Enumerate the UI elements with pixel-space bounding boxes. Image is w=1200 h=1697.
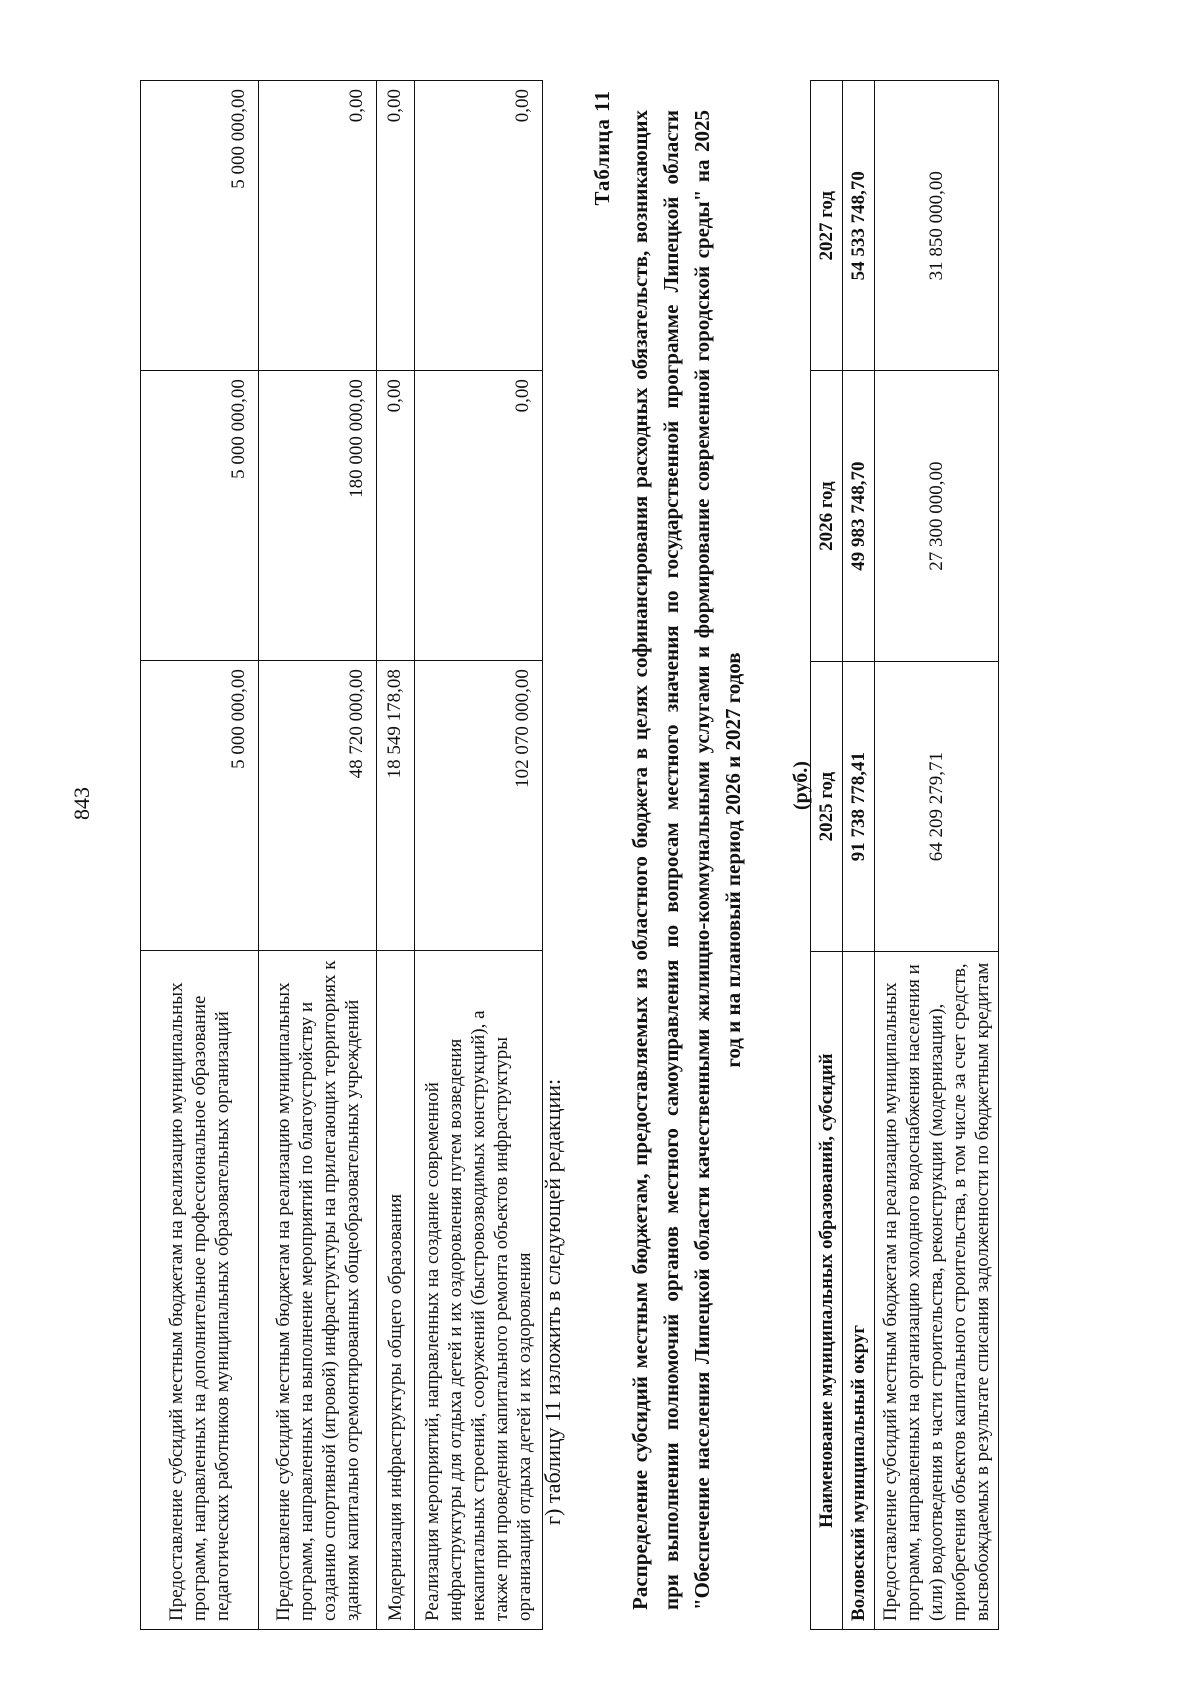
table-row xyxy=(377,81,415,1630)
rotated-sheet xyxy=(130,70,1090,1630)
value-2027: 0,00 xyxy=(259,81,377,371)
row-name: Модернизация инфраструктуры общего образования xyxy=(377,951,415,1630)
instruction-text: г) таблицу 11 изложить в следующей редакции: xyxy=(540,1078,565,1525)
value-2026: 27 300 000,00 xyxy=(875,371,999,661)
row-name: Предоставление субсидий местным бюджетам на реализацию муниципальных программ, направленных на дополнительное профессиональное образование педагогических работников муниципальных образовательных организаций xyxy=(141,951,259,1630)
value-2026: 0,00 xyxy=(377,371,415,661)
table-row xyxy=(843,81,875,1630)
table-11 xyxy=(810,80,999,1630)
row-name: Предоставление субсидий местным бюджетам на реализацию муниципальных программ, направленных на организацию холодного водоснабжения населения и (или) водоотведения в части строительства, реконструкции (модернизации), приобретения объектов капитального строительства, в том числе за счет средств, высвобождаемых в результате списания задолженности по бюджетным кредитам xyxy=(875,952,999,1630)
row-name: Воловский муниципальный округ xyxy=(843,952,875,1630)
previous-table xyxy=(140,80,543,1630)
value-2027: 5 000 000,00 xyxy=(141,81,259,371)
value-2027: 0,00 xyxy=(415,81,543,371)
table-row xyxy=(875,81,999,1630)
value-2025: 64 209 279,71 xyxy=(875,661,999,951)
table-title: Распределение субсидий местным бюджетам, предоставляемых из областного бюджета в целях софинансирования расходных обязательств, возникающих при выполнении полномочий органов местного самоуправления по вопросам местного значения по государственной программе Липецкой области "Обеспечение населения Липецкой области качественными жилищно-коммунальными услугами и формирование современной городской среды" на 2025 год и на плановый период 2026 и 2027 годов xyxy=(628,110,745,1610)
table-row xyxy=(141,81,259,1630)
units-label: (руб.) xyxy=(790,761,812,810)
value-2025: 5 000 000,00 xyxy=(141,661,259,951)
column-header: 2026 год xyxy=(811,371,843,661)
table-label: Таблица 11 xyxy=(590,90,614,206)
column-header: 2025 год xyxy=(811,661,843,951)
value-2027: 0,00 xyxy=(377,81,415,371)
value-2026: 5 000 000,00 xyxy=(141,371,259,661)
value-2025: 18 549 178,08 xyxy=(377,661,415,951)
value-2026: 0,00 xyxy=(415,371,543,661)
value-2025: 102 070 000,00 xyxy=(415,661,543,951)
value-2025: 91 738 778,41 xyxy=(843,661,875,951)
value-2026: 180 000 000,00 xyxy=(259,371,377,661)
table-header-row xyxy=(811,81,843,1630)
value-2026: 49 983 748,70 xyxy=(843,371,875,661)
page-number: 843 xyxy=(69,787,94,820)
value-2025: 48 720 000,00 xyxy=(259,661,377,951)
column-header: Наименование муниципальных образований, субсидий xyxy=(811,952,843,1630)
value-2027: 54 533 748,70 xyxy=(843,81,875,371)
column-header: 2027 год xyxy=(811,81,843,371)
table-row xyxy=(415,81,543,1630)
row-name: Предоставление субсидий местным бюджетам на реализацию муниципальных программ, направленных на выполнение мероприятий по благоустройству и созданию спортивной (игровой) инфраструктуры на прилегающих территориях к зданиям капитально отремонтированных общеобразовательных учреждений xyxy=(259,951,377,1630)
table-row xyxy=(259,81,377,1630)
row-name: Реализация мероприятий, направленных на создание современной инфраструктуры для отдыха детей и их оздоровления путем возведения некапитальных строений, сооружений (быстровозводимых конструкций), а также при проведении капитального ремонта объектов инфраструктуры организаций отдыха детей и их оздоровления xyxy=(415,951,543,1630)
value-2027: 31 850 000,00 xyxy=(875,81,999,371)
